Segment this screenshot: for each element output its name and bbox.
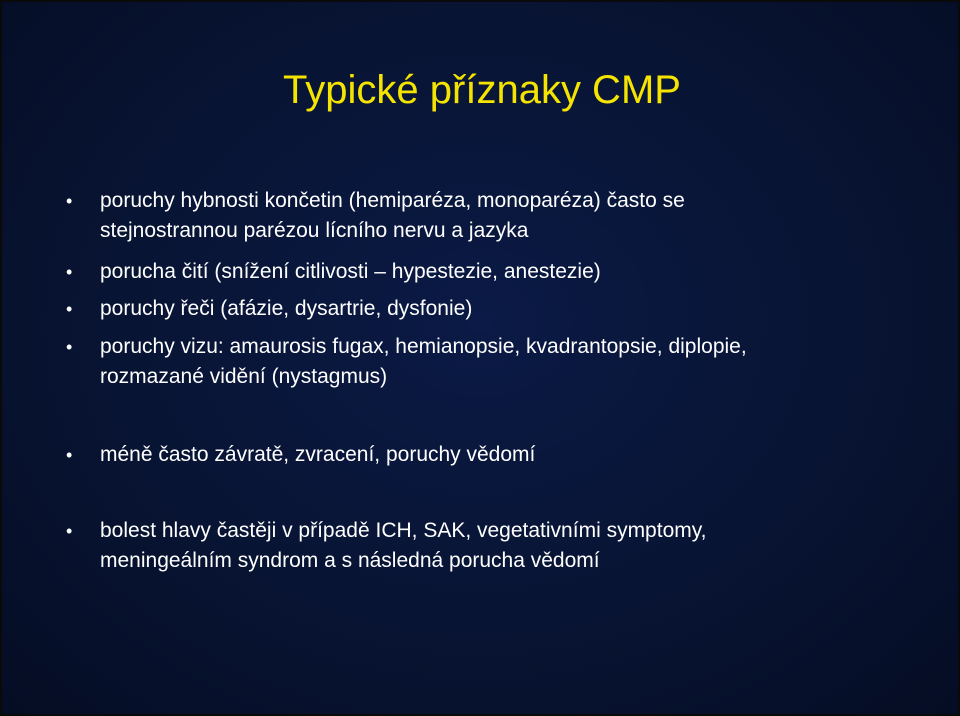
- bullet-dot-icon: •: [66, 337, 73, 357]
- bullet-dot-icon: •: [66, 262, 73, 282]
- bullet-dot-icon: •: [66, 521, 73, 541]
- bullet-dot-icon: •: [66, 299, 73, 319]
- bullet-item-vision: [66, 332, 900, 392]
- bullet-text-line: poruchy hybnosti končetin (hemiparéza, monoparéza) často se: [100, 189, 685, 212]
- bullet-text-line: stejnostrannou parézou lícního nervu a jazyka: [100, 219, 529, 242]
- bullet-text-line: porucha čití (snížení citlivosti – hypestezie, anestezie): [100, 260, 601, 283]
- bullet-dot-icon: •: [66, 191, 73, 211]
- bullet-text-line: rozmazané vidění (nystagmus): [100, 365, 388, 388]
- bullet-dot-icon: •: [66, 445, 73, 465]
- bullet-item-motor: [66, 186, 900, 246]
- bullet-item-vertigo: [66, 440, 900, 470]
- bullet-text-line: méně často závratě, zvracení, poruchy vědomí: [100, 443, 536, 466]
- bullet-item-speech: [66, 294, 900, 324]
- bullet-text-line: poruchy vizu: amaurosis fugax, hemianopsie, kvadrantopsie, diplopie,: [100, 335, 747, 358]
- bullet-item-sensory: [66, 257, 900, 287]
- bullet-text-line: meningeálním syndrom a s následná porucha vědomí: [100, 549, 600, 572]
- bullet-text-line: bolest hlavy častěji v případě ICH, SAK, vegetativními symptomy,: [100, 519, 707, 542]
- bullet-item-headache: [66, 516, 900, 576]
- bullet-text-line: poruchy řeči (afázie, dysartrie, dysfonie): [100, 297, 473, 320]
- slide-title: Typické příznaky CMP: [283, 68, 681, 112]
